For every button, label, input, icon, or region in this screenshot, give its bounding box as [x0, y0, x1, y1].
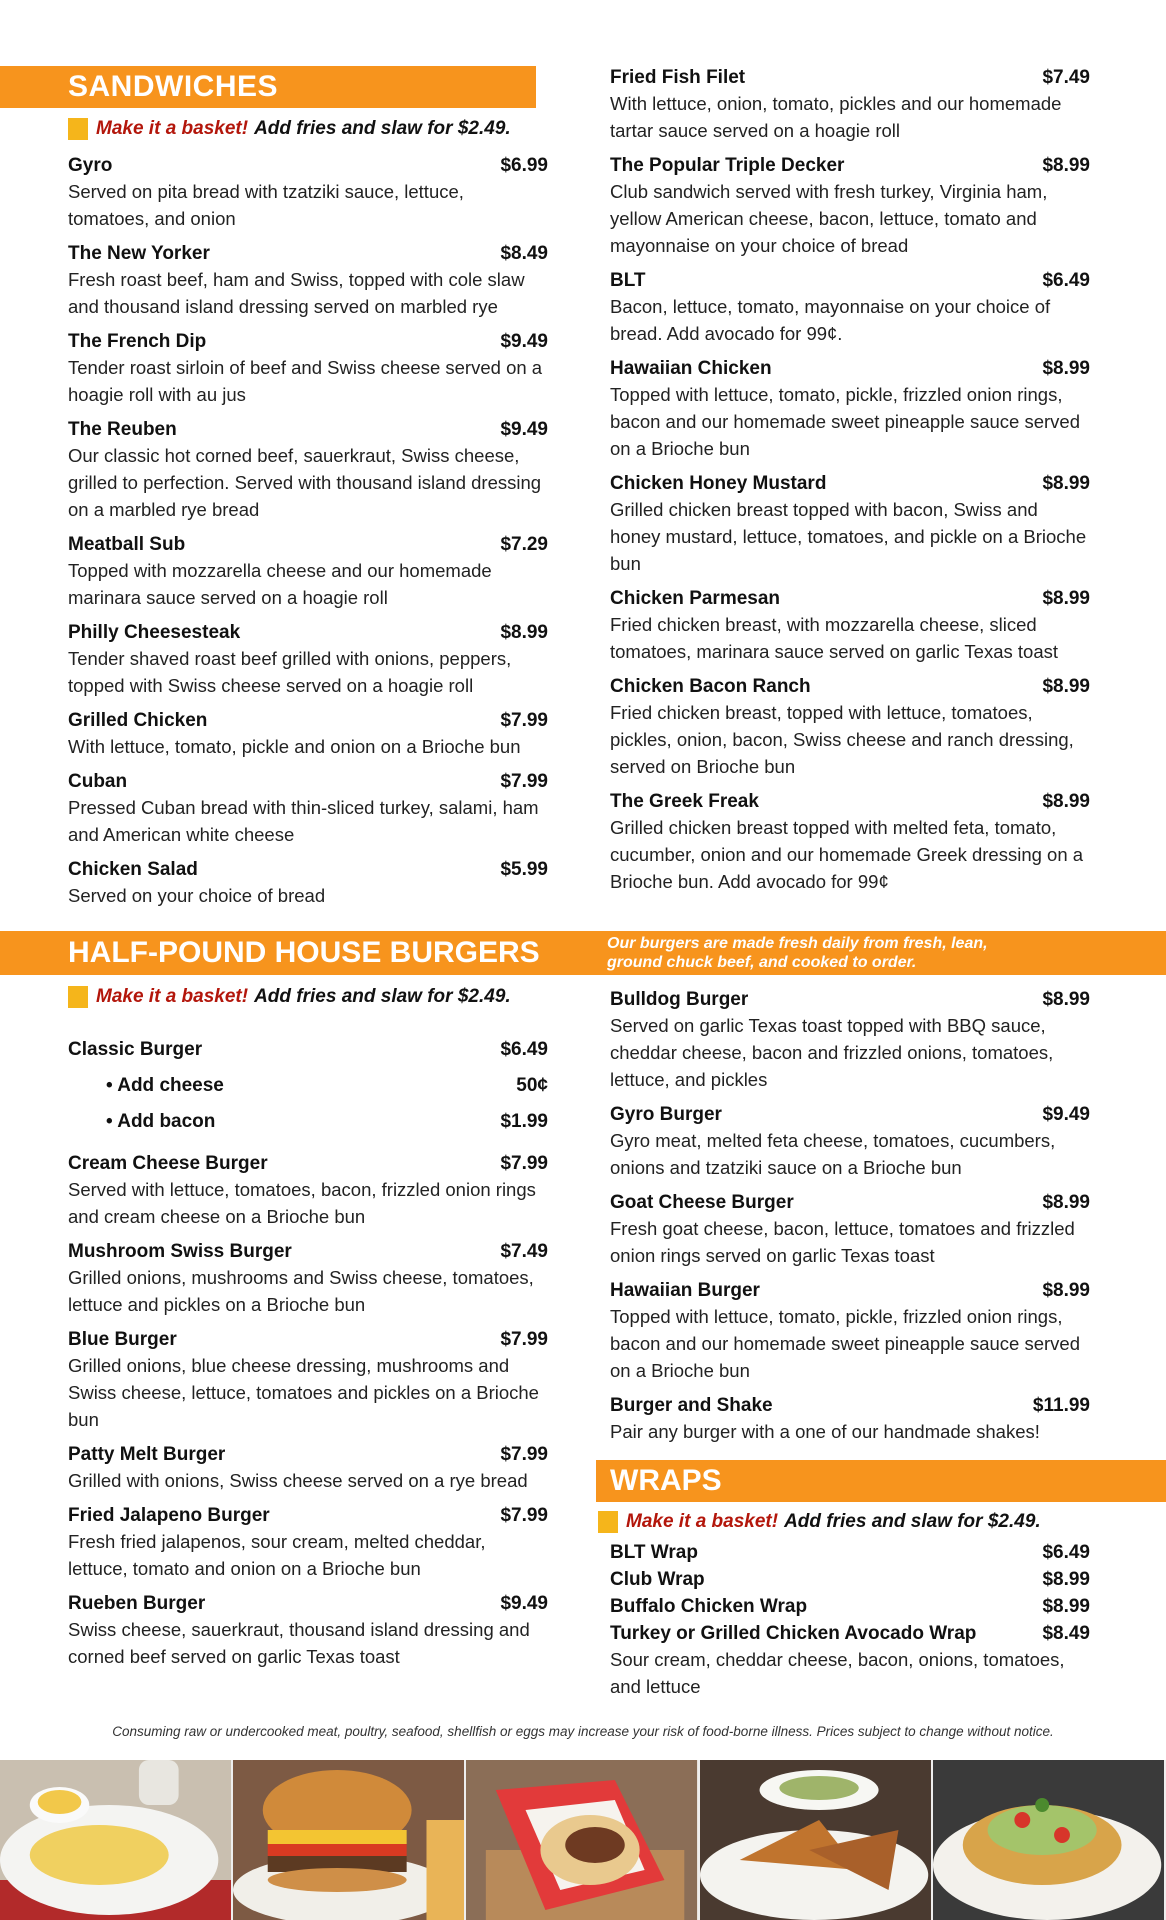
menu-item: [68, 1504, 548, 1582]
item-name: Gyro: [68, 155, 113, 176]
item-name: Patty Melt Burger: [68, 1444, 226, 1465]
basket-highlight: Make it a basket!: [96, 986, 249, 1007]
food-photo-nachos: [933, 1760, 1166, 1920]
item-name: Chicken Salad: [68, 859, 198, 880]
disclaimer: Consuming raw or undercooked meat, poultry, seafood, shellfish or eggs may increase your risk of food-borne illness. Prices subject to change without notice.: [112, 1724, 1054, 1739]
menu-item: [68, 330, 548, 408]
menu-item: [610, 988, 1090, 1093]
item-price: $8.99: [1042, 588, 1090, 609]
item-price: $8.99: [1042, 358, 1090, 379]
food-photo-gyro: [466, 1760, 699, 1920]
menu-item: [610, 154, 1090, 259]
item-price: $8.99: [1042, 473, 1090, 494]
item-description: Fresh roast beef, ham and Swiss, topped with cole slaw and thousand island dressing served on marbled rye: [68, 269, 525, 317]
burgers-right-column: [610, 988, 1100, 1455]
item-price: $7.99: [500, 1444, 548, 1465]
item-description: Topped with mozzarella cheese and our homemade marinara sauce served on a hoagie roll: [68, 560, 492, 608]
item-name: BLT Wrap: [610, 1542, 698, 1563]
menu-item: [68, 709, 548, 760]
basket-text: Add fries and slaw for $2.49.: [254, 986, 511, 1007]
menu-item: [610, 1103, 1090, 1181]
addon-row: [68, 1068, 548, 1104]
menu-item: [68, 154, 548, 232]
item-name: The Greek Freak: [610, 791, 759, 812]
item-name: Grilled Chicken: [68, 710, 208, 731]
menu-item: [68, 242, 548, 320]
burgers-left-column: [68, 986, 558, 1680]
item-name: The Popular Triple Decker: [610, 155, 845, 176]
item-description: Grilled chicken breast topped with bacon, Swiss and honey mustard, lettuce, tomatoes, and pickle on a Brioche bun: [610, 499, 1087, 574]
item-price: $9.49: [500, 419, 548, 440]
wraps-section: [598, 1511, 1098, 1700]
burgers-basket-note: [68, 986, 558, 1008]
item-description: Served on pita bread with tzatziki sauce, lettuce, tomatoes, and onion: [68, 181, 464, 229]
menu-item: [610, 1622, 1090, 1700]
item-description: With lettuce, tomato, pickle and onion on a Brioche bun: [68, 736, 521, 757]
square-icon: [598, 1511, 618, 1533]
item-name: Fried Jalapeno Burger: [68, 1505, 270, 1526]
menu-item: [610, 66, 1090, 144]
item-description: Fried chicken breast, with mozzarella cheese, sliced tomatoes, marinara sauce served on garlic Texas toast: [610, 614, 1058, 662]
item-price: $8.99: [1042, 676, 1090, 697]
menu-item: [610, 357, 1090, 462]
item-description: Tender roast sirloin of beef and Swiss cheese served on a hoagie roll with au jus: [68, 357, 543, 405]
food-photo-omelette: [0, 1760, 233, 1920]
item-description: Gyro meat, melted feta cheese, tomatoes, cucumbers, onions and tzatziki sauce on a Brioche bun: [610, 1130, 1056, 1178]
item-price: $6.49: [1042, 270, 1090, 291]
menu-item: [610, 1595, 1090, 1619]
wraps-basket-note: [598, 1511, 1098, 1533]
item-price: $8.99: [1042, 1596, 1090, 1617]
menu-item: [610, 1394, 1090, 1445]
item-name: Turkey or Grilled Chicken Avocado Wrap: [610, 1623, 977, 1644]
right-column: [610, 66, 1090, 905]
item-price: $6.49: [500, 1039, 548, 1060]
classic-burger-row: [68, 1032, 548, 1068]
item-price: $11.99: [1032, 1395, 1090, 1416]
wraps-heading-bar: [596, 1460, 1166, 1502]
item-description: Tender shaved roast beef grilled with onions, peppers, topped with Swiss cheese served on a hoagie roll: [68, 648, 512, 696]
wraps-list: [598, 1541, 1098, 1700]
item-price: $8.99: [1042, 1569, 1090, 1590]
item-name: Blue Burger: [68, 1329, 177, 1350]
item-name: Meatball Sub: [68, 534, 186, 555]
item-description: Fresh fried jalapenos, sour cream, melted cheddar, lettuce, tomato and onion on a Brioche bun: [68, 1531, 486, 1579]
item-price: $9.49: [500, 1593, 548, 1614]
photo-strip: [0, 1760, 1166, 1920]
left-column: [0, 66, 560, 919]
menu-item: [610, 1279, 1090, 1384]
item-price: $8.99: [1042, 1192, 1090, 1213]
item-name: Hawaiian Chicken: [610, 358, 772, 379]
food-photo-quesadilla: [700, 1760, 933, 1920]
item-price: $7.99: [500, 710, 548, 731]
item-price: $8.99: [500, 622, 548, 643]
addon-price: $1.99: [500, 1111, 548, 1132]
menu-item: [610, 1191, 1090, 1269]
menu-item: [610, 1568, 1090, 1592]
item-description: Club sandwich served with fresh turkey, Virginia ham, yellow American cheese, bacon, lettuce, tomato and mayonnaise on your choice of bread: [610, 181, 1048, 256]
item-name: Mushroom Swiss Burger: [68, 1241, 292, 1262]
item-description: Our classic hot corned beef, sauerkraut, Swiss cheese, grilled to perfection. Served with thousand island dressing on a marbled rye bread: [68, 445, 542, 520]
item-description: Grilled chicken breast topped with melted feta, tomato, cucumber, onion and our homemade Greek dressing on a Brioche bun. Add avocado for 99¢: [610, 817, 1084, 892]
addon-name: • Add cheese: [106, 1075, 224, 1096]
item-description: Grilled with onions, Swiss cheese served on a rye bread: [68, 1470, 528, 1491]
menu-item: [68, 621, 548, 699]
item-description: With lettuce, onion, tomato, pickles and our homemade tartar sauce served on a hoagie roll: [610, 93, 1062, 141]
item-name: Rueben Burger: [68, 1593, 206, 1614]
menu-item: [68, 1443, 548, 1494]
basket-text: Add fries and slaw for $2.49.: [254, 118, 511, 139]
item-price: $7.99: [500, 1153, 548, 1174]
item-description: Grilled onions, mushrooms and Swiss cheese, tomatoes, lettuce and pickles on a Brioche bun: [68, 1267, 534, 1315]
addon-row: [68, 1104, 548, 1140]
item-name: Cream Cheese Burger: [68, 1153, 268, 1174]
item-description: Sour cream, cheddar cheese, bacon, onions, tomatoes, and lettuce: [610, 1649, 1065, 1697]
menu-item: [610, 1541, 1090, 1565]
item-name: Bulldog Burger: [610, 989, 749, 1010]
sandwich-list-left: [0, 154, 560, 909]
item-description: Topped with lettuce, tomato, pickle, frizzled onion rings, bacon and our homemade sweet pineapple sauce served on a Brioche bun: [610, 1306, 1081, 1381]
sandwiches-heading: SANDWICHES: [0, 66, 536, 108]
item-name: Philly Cheesesteak: [68, 622, 241, 643]
item-price: $7.49: [1042, 67, 1090, 88]
item-name: BLT: [610, 270, 646, 291]
menu-item: [610, 269, 1090, 347]
menu-item: [68, 858, 548, 909]
menu-item: [610, 472, 1090, 577]
item-description: Served on garlic Texas toast topped with BBQ sauce, cheddar cheese, bacon and frizzled onions, tomatoes, lettuce, and pickles: [610, 1015, 1054, 1090]
item-price: $8.49: [1042, 1623, 1090, 1644]
item-price: $7.99: [500, 1505, 548, 1526]
item-name: Cuban: [68, 771, 128, 792]
item-price: $7.99: [500, 1329, 548, 1350]
item-price: $8.49: [500, 243, 548, 264]
item-description: Pair any burger with a one of our handmade shakes!: [610, 1421, 1040, 1442]
sandwiches-basket-note: [68, 118, 560, 140]
item-description: Served with lettuce, tomatoes, bacon, frizzled onion rings and cream cheese on a Brioche bun: [68, 1179, 536, 1227]
wraps-heading: WRAPS: [610, 1464, 722, 1497]
item-description: Fresh goat cheese, bacon, lettuce, tomatoes and frizzled onion rings served on garlic Texas toast: [610, 1218, 1075, 1266]
item-price: $7.29: [500, 534, 548, 555]
item-name: The New Yorker: [68, 243, 210, 264]
menu-item: [68, 533, 548, 611]
item-price: $8.99: [1042, 155, 1090, 176]
menu-item: [610, 790, 1090, 895]
item-description: Swiss cheese, sauerkraut, thousand island dressing and corned beef served on garlic Texas toast: [68, 1619, 530, 1667]
burgers-heading: HALF-POUND HOUSE BURGERS: [68, 936, 540, 969]
item-name: The Reuben: [68, 419, 177, 440]
item-name: Fried Fish Filet: [610, 67, 746, 88]
item-name: Chicken Parmesan: [610, 588, 781, 609]
square-icon: [68, 118, 88, 140]
item-name: The French Dip: [68, 331, 207, 352]
menu-item: [610, 675, 1090, 780]
item-description: Bacon, lettuce, tomato, mayonnaise on your choice of bread. Add avocado for 99¢.: [610, 296, 1051, 344]
item-name: Chicken Honey Mustard: [610, 473, 827, 494]
item-price: $8.99: [1042, 989, 1090, 1010]
menu-item: [68, 770, 548, 848]
menu-item: [68, 418, 548, 523]
addon-price: 50¢: [516, 1075, 548, 1096]
item-price: $8.99: [1042, 791, 1090, 812]
basket-highlight: Make it a basket!: [626, 1511, 779, 1532]
item-name: Gyro Burger: [610, 1104, 722, 1125]
addon-name: • Add bacon: [106, 1111, 216, 1132]
food-photo-cheeseburger: [233, 1760, 466, 1920]
burgers-note: Our burgers are made fresh daily from fresh, lean, ground chuck beef, and cooked to order.: [607, 935, 988, 971]
menu-item: [68, 1152, 548, 1230]
item-price: $6.99: [500, 155, 548, 176]
item-price: $9.49: [500, 331, 548, 352]
item-description: Pressed Cuban bread with thin-sliced turkey, salami, ham and American white cheese: [68, 797, 539, 845]
item-name: Chicken Bacon Ranch: [610, 676, 811, 697]
menu-item: [68, 1592, 548, 1670]
item-description: Grilled onions, blue cheese dressing, mushrooms and Swiss cheese, lettuce, tomatoes and pickles on a Brioche bun: [68, 1355, 539, 1430]
item-price: $9.49: [1042, 1104, 1090, 1125]
menu-item: [610, 587, 1090, 665]
item-description: Served on your choice of bread: [68, 885, 326, 906]
item-price: $7.99: [500, 771, 548, 792]
item-name: Buffalo Chicken Wrap: [610, 1596, 808, 1617]
item-name: Hawaiian Burger: [610, 1280, 760, 1301]
item-price: $5.99: [500, 859, 548, 880]
item-price: $6.49: [1042, 1542, 1090, 1563]
menu-item: [68, 1328, 548, 1433]
basket-text: Add fries and slaw for $2.49.: [784, 1511, 1041, 1532]
menu-item: [68, 1240, 548, 1318]
item-price: $7.49: [500, 1241, 548, 1262]
item-description: Fried chicken breast, topped with lettuce, tomatoes, pickles, onion, bacon, Swiss cheese and ranch dressing, served on Brioche bun: [610, 702, 1074, 777]
item-description: Topped with lettuce, tomato, pickle, frizzled onion rings, bacon and our homemade sweet pineapple sauce served on a Brioche bun: [610, 384, 1081, 459]
item-name: Goat Cheese Burger: [610, 1192, 794, 1213]
item-name: Burger and Shake: [610, 1395, 773, 1416]
item-name: Club Wrap: [610, 1569, 705, 1590]
item-name: Classic Burger: [68, 1039, 203, 1060]
burgers-heading-bar: [0, 931, 1166, 975]
item-price: $8.99: [1042, 1280, 1090, 1301]
square-icon: [68, 986, 88, 1008]
basket-highlight: Make it a basket!: [96, 118, 249, 139]
